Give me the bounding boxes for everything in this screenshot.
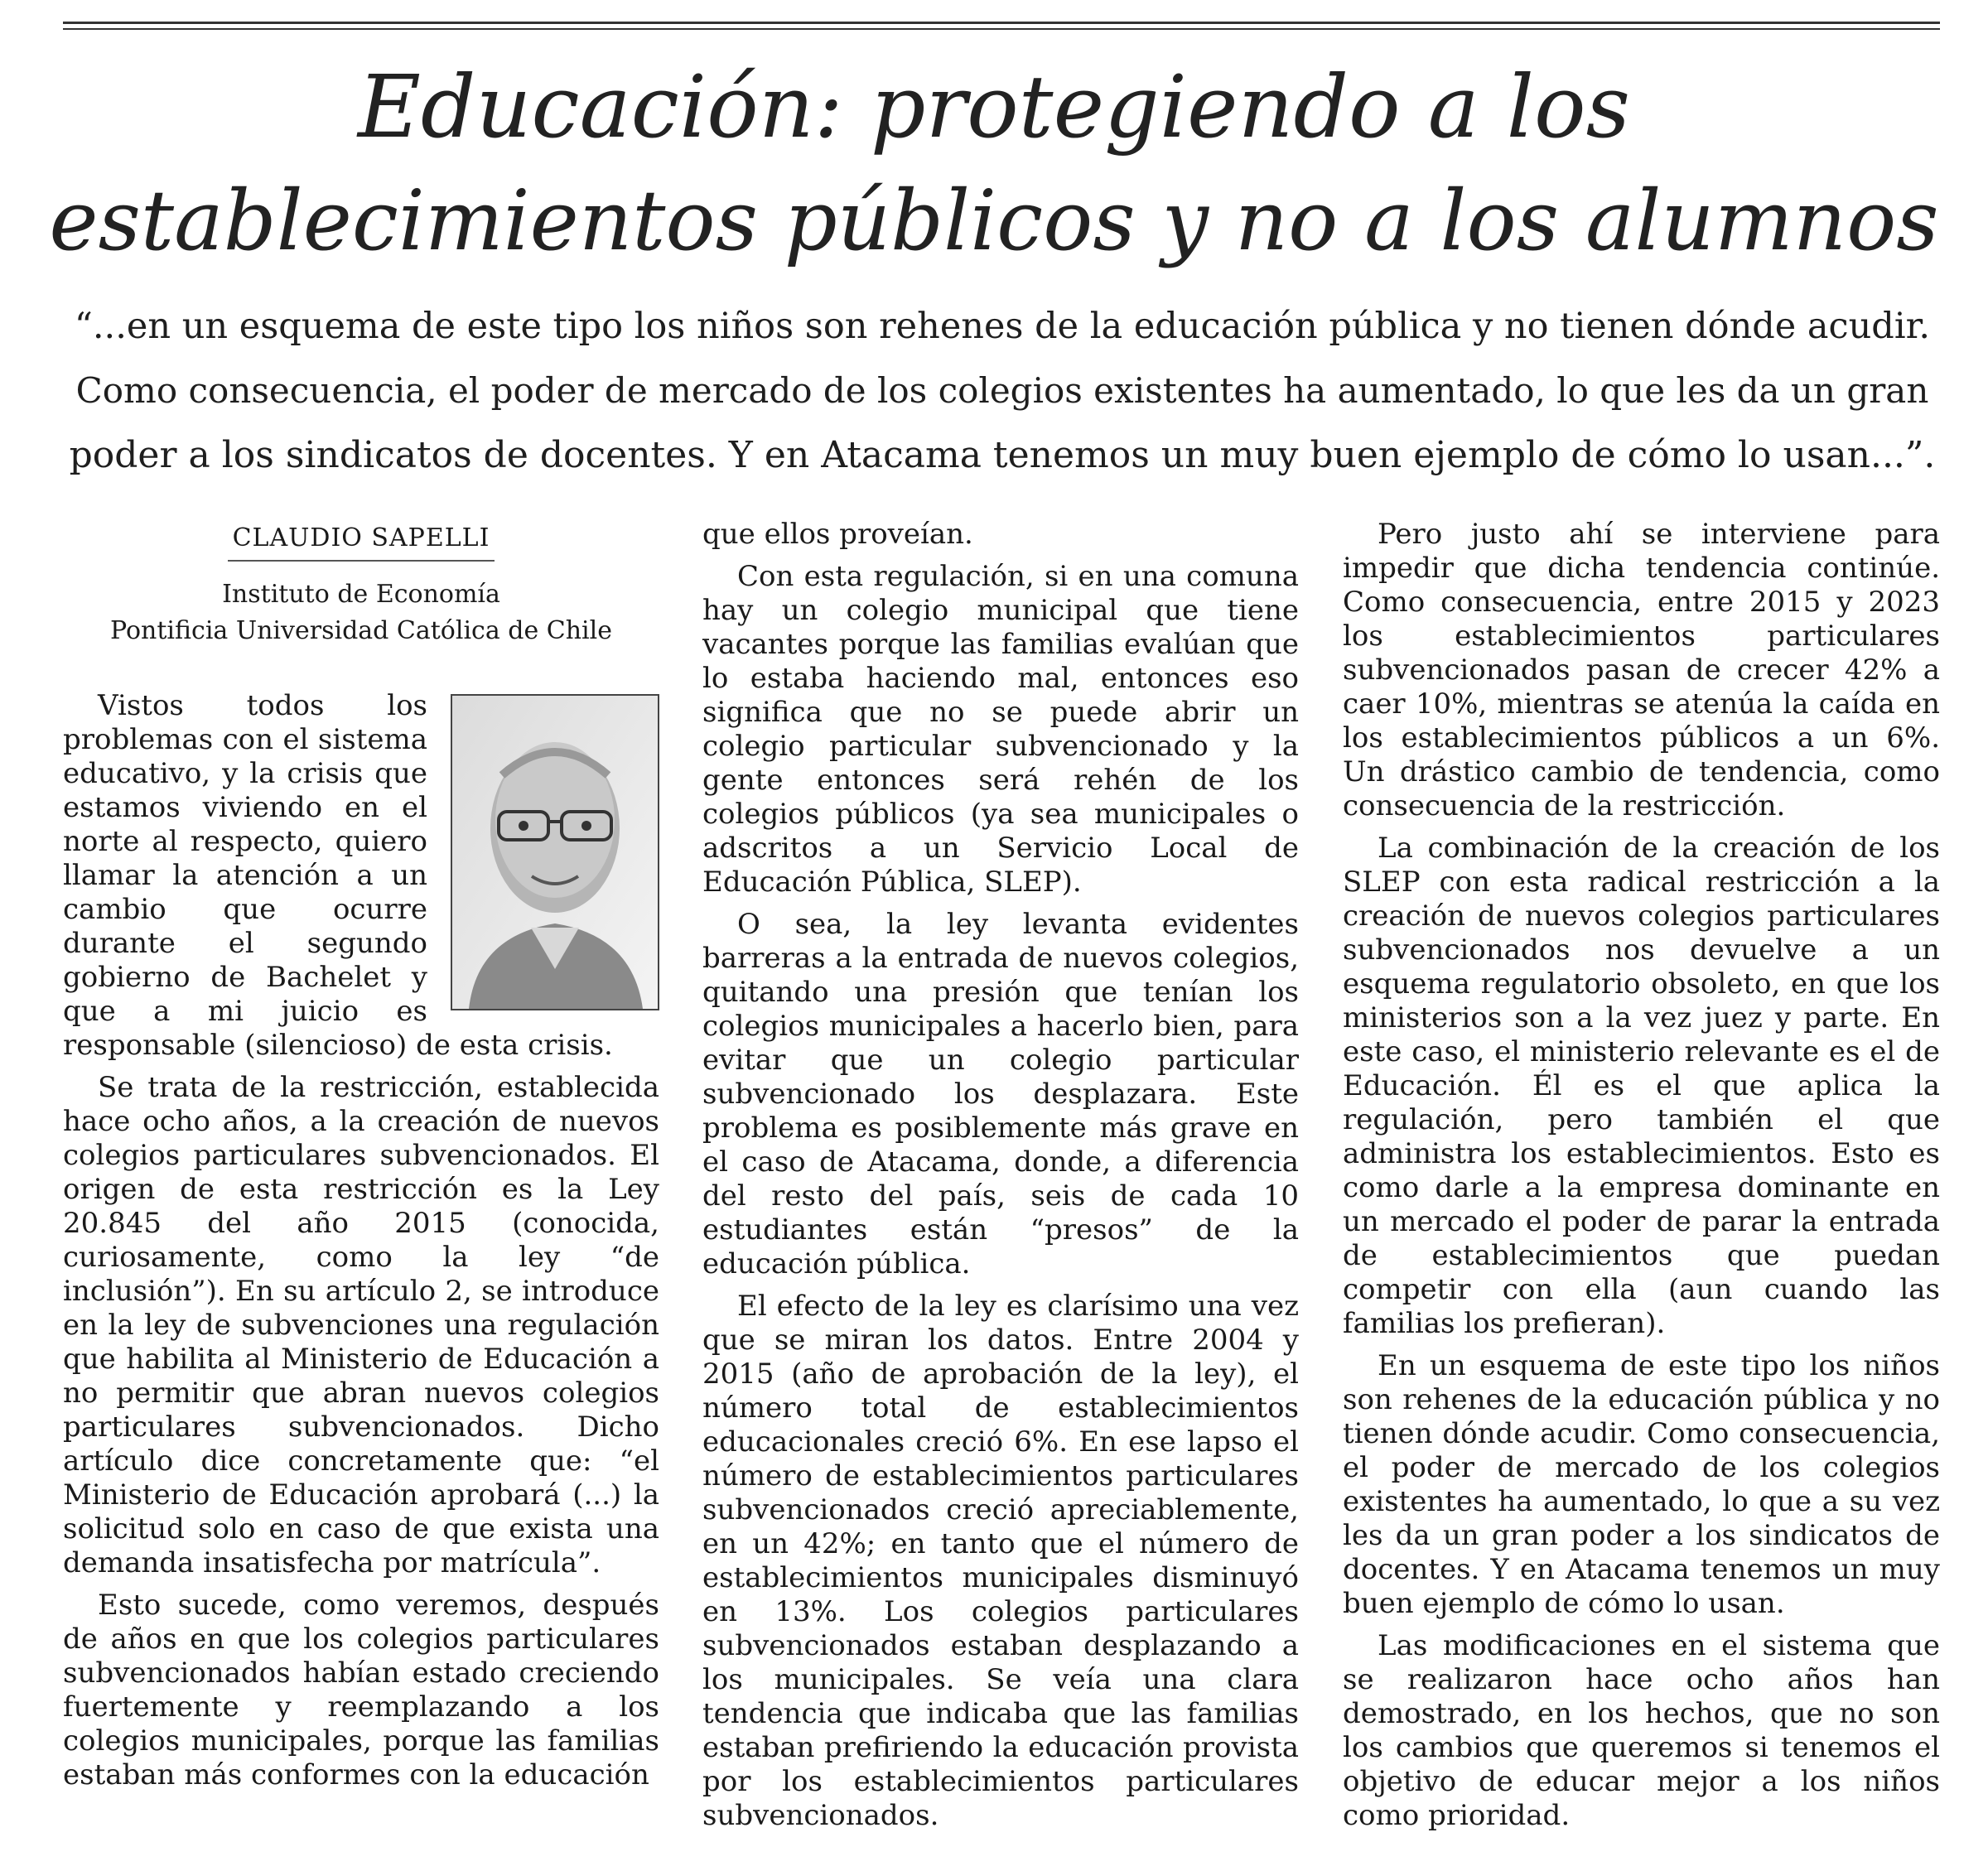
author-university: Pontificia Universidad Católica de Chile [110,616,612,645]
author-institute: Instituto de Economía [222,580,500,609]
paragraph-8: La combinación de la creación de los SLEP con esta radical restricción a la creación de nuevos colegios particulares subvencionados nos devuelve a un esquema regulatorio obsoleto, en que los ministerios son a la vez juez y parte. En este caso, el ministerio relevante es el de Educación. Él es el que aplica la regulación, pero también el que administra los establecimientos. Esto es como darle a la empresa dominante en un mercado el poder de parar la entrada de establecimientos que puedan competir con ella (aun cuando las familias los prefieran). [1343,832,1940,1340]
paragraph-10: Las modificaciones en el sistema que se realizaron hace ocho años han demostrado, en los hechos, que no son los cambios que queremos si tenemos el objetivo de educar mejor a los niños como prioridad. [1343,1629,1940,1832]
paragraph-3: Esto sucede, como veremos, después de años en que los colegios particulares subvencionados habían estado creciendo fuertemente y reemplazando a los colegios municipales, porque las familias estaban más conformes con la educación [63,1589,659,1791]
paragraph-1 [63,689,659,1063]
paragraph-7: Pero justo ahí se interviene para impedir que dicha tendencia continúe. Como consecuencia, entre 2015 y 2023 los establecimientos particulares subvencionados pasan de crecer 42% a caer 10%, mientras se atenúa la caída en los establecimientos públicos a un 6%. Un drástico cambio de tendencia, como consecuencia de la restricción. [1343,518,1940,822]
pull-quote-line-2: Como consecuencia, el poder de mercado de los colegios existentes ha aumentado, lo que les da un gran [75,370,1929,411]
column-1 [63,518,659,1801]
headline-line-2: establecimientos públicos y no a los alumnos [49,172,1939,269]
author-photo [451,694,659,1010]
byline [63,518,659,649]
paragraph-4: Con esta regulación, si en una comuna hay un colegio municipal que tiene vacantes porque las familias evalúan que lo estaba haciendo mal, entonces eso significa que no se puede abrir un colegio particular subvencionado y la gente entonces será rehén de los colegios públicos (ya sea municipales o adscritos a un Servicio Local de Educación Pública, SLEP). [702,560,1299,899]
paragraph-6: El efecto de la ley es clarísimo una vez que se miran los datos. Entre 2004 y 2015 (año de aprobación de la ley), el número total de establecimientos educacionales creció 6%. En ese lapso el número de establecimientos particulares subvencionados creció apreciablemente, en un 42%; en tanto que el número de establecimientos municipales disminuyó en 13%. Los colegios particulares subvencionados estaban desplazando a los municipales. Se veía una clara tendencia que indicaba que las familias estaban prefiriendo la educación provista por los establecimientos particulares subvencionados. [702,1290,1299,1832]
pull-quote-line-1: “...en un esquema de este tipo los niños son rehenes de la educación pública y no tienen dónde acudir. [74,306,1931,347]
author-portrait-icon [452,696,658,1009]
pull-quote [58,294,1947,488]
paragraph-1-text: Vistos todos los problemas con el sistema educativo, y la crisis que estamos viviendo en el norte al respecto, quiero llamar la atención a un cambio que ocurre durante el segundo gobierno de Bachelet y que a mi juicio es responsable (silencioso) de esta crisis. [63,689,613,1062]
paragraph-9: En un esquema de este tipo los niños son rehenes de la educación pública y no tienen dónde acudir. Como consecuencia, el poder de mercado de los colegios existentes ha aumentado, lo que a su vez les da un gran poder a los sindicatos de docentes. Y en Atacama tenemos un muy buen ejemplo de cómo lo usan. [1343,1349,1940,1620]
top-rule-second [63,28,1940,30]
paragraph-3-continued: que ellos proveían. [702,518,973,551]
paragraph-2: Se trata de la restricción, establecida hace ocho años, a la creación de nuevos colegios particulares subvencionados. El origen de esta restricción es la Ley 20.845 del año 2015 (conocida, curiosamente, como la ley “de inclusión”). En su artículo 2, se introduce en la ley de subvenciones una regulación que habilita al Ministerio de Educación a no permitir que abran nuevos colegios particulares subvencionados. Dicho artículo dice concretamente que: “el Ministerio de Educación aprobará (...) la solicitud solo en caso de que exista una demanda insatisfecha por matrícula”. [63,1071,659,1579]
top-rule [63,22,1940,24]
column-3 [1343,518,1940,1841]
pull-quote-line-3: poder a los sindicatos de docentes. Y en Atacama tenemos un muy buen ejemplo de cómo lo usan...”. [69,434,1936,476]
column-2 [702,518,1299,1841]
headline-line-1: Educación: protegiendo a los [357,56,1631,157]
author-name: CLAUDIO SAPELLI [228,521,495,562]
headline [0,50,1988,278]
paragraph-5: O sea, la ley levanta evidentes barreras a la entrada de nuevos colegios, quitando una presión que tenían los colegios municipales a hacerlo bien, para evitar que un colegio particular subvencionado los desplazara. Este problema es posiblemente más grave en el caso de Atacama, donde, a diferencia del resto del país, seis de cada 10 estudiantes están “presos” de la educación pública. [702,908,1299,1280]
